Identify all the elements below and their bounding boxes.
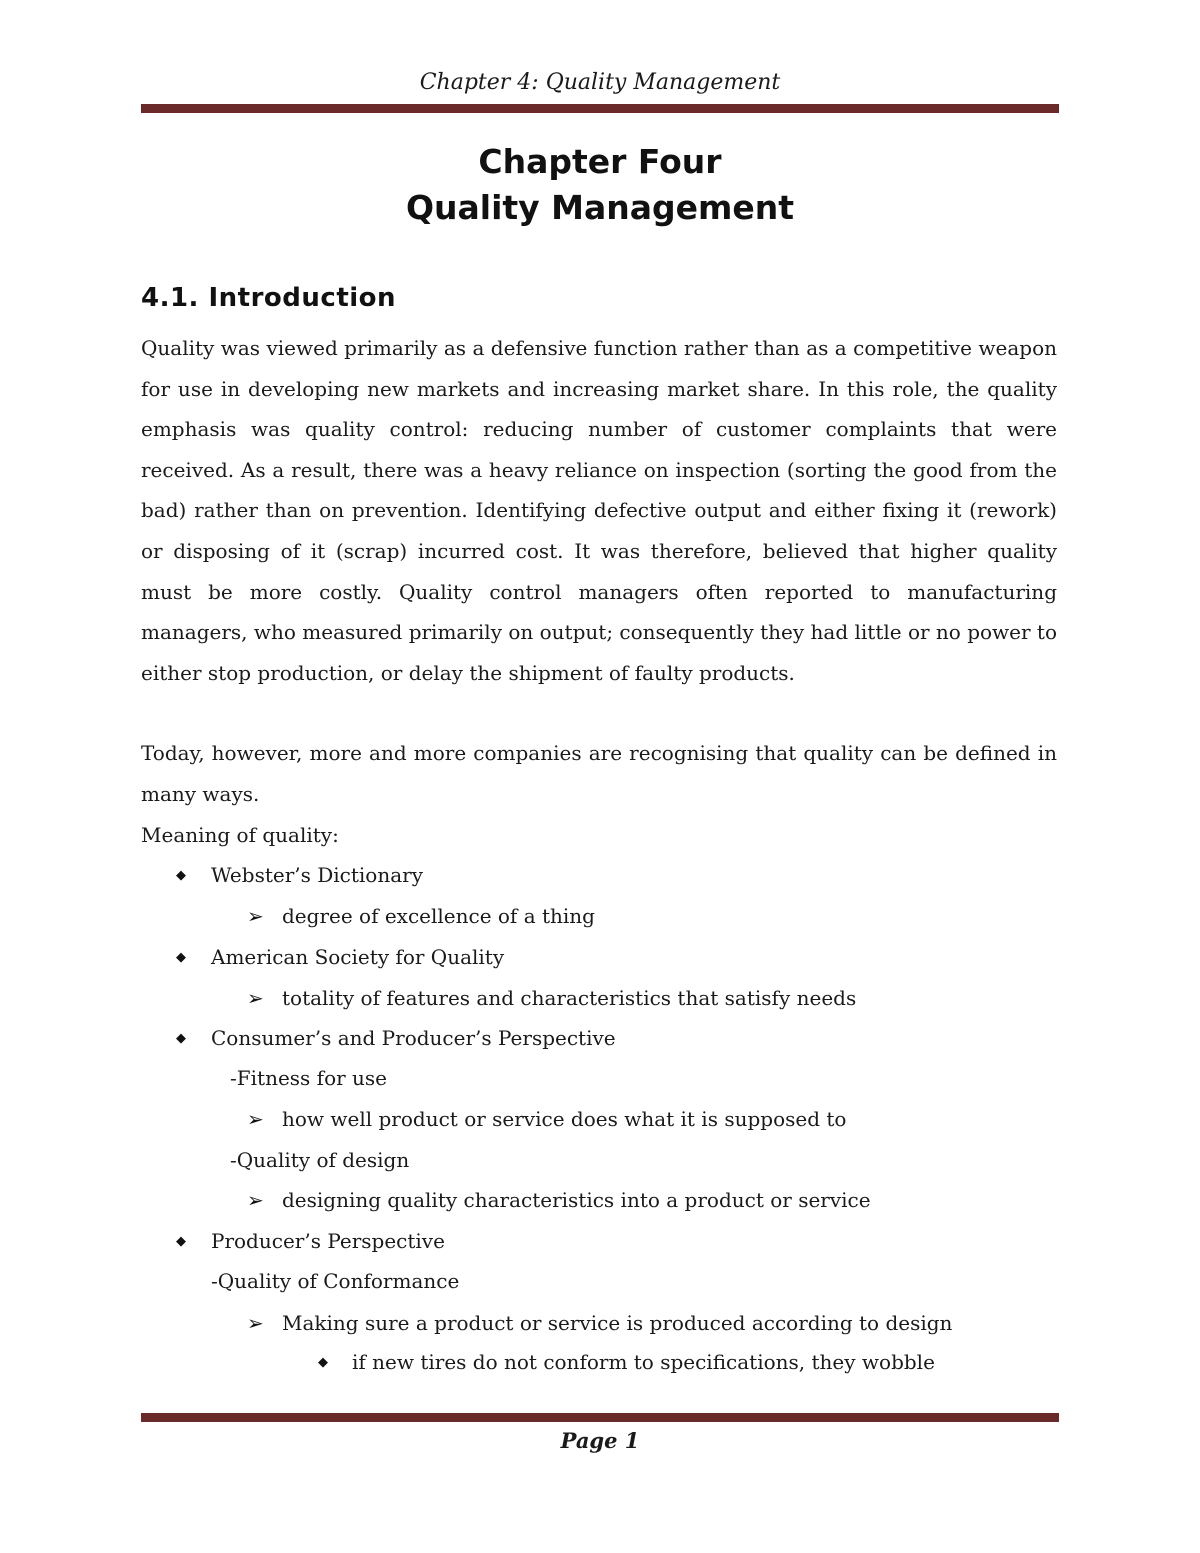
page-number: Page 1 (560, 1428, 640, 1453)
arrow-bullet-icon: ➢ (247, 1311, 264, 1335)
diamond-bullet-icon: ◆ (176, 868, 186, 883)
sub-item-fitness-def: how well product or service does what it is supposed to (282, 1107, 847, 1131)
sub-item-design-def: designing quality characteristics into a product or service (282, 1188, 871, 1212)
sub-item-websters-def: degree of excellence of a thing (282, 904, 595, 928)
arrow-bullet-icon: ➢ (247, 904, 264, 928)
list-item-consumer-producer: Consumer’s and Producer’s Perspective (211, 1026, 616, 1050)
sub-sub-item-tires: if new tires do not conform to specifications, they wobble (352, 1350, 935, 1374)
intro-paragraph: Quality was viewed primarily as a defensive function rather than as a competitive weapon for use in developing new markets and increasing market share. In this role, the quality emphasis was quality control: reducing number of customer complaints that were received. As a result, there was a heavy reliance on inspection (sorting the good from the bad) rather than on prevention. Identifying defective output and either fixing it (rework) or disposing of it (scrap) incurred cost. It was therefore, believed that higher quality must be more costly. Quality control managers often reported to manufacturing managers, who measured primarily on output; consequently they had little or no power to either stop production, or delay the shipment of faulty products. (141, 336, 1057, 685)
chapter-title (0, 139, 1200, 231)
sub-heading-fitness: -Fitness for use (230, 1066, 388, 1090)
diamond-bullet-icon: ◆ (176, 950, 186, 965)
running-header: Chapter 4: Quality Management (419, 70, 781, 95)
list-item-websters: Webster’s Dictionary (211, 863, 424, 887)
list-item-asq: American Society for Quality (211, 945, 505, 969)
arrow-bullet-icon: ➢ (247, 986, 264, 1010)
sub-heading-design: -Quality of design (230, 1148, 410, 1172)
sub-item-conformance-def: Making sure a product or service is produced according to design (282, 1311, 953, 1335)
list-item-producer: Producer’s Perspective (211, 1229, 445, 1253)
sub-item-asq-def: totality of features and characteristics that satisfy needs (282, 986, 857, 1010)
diamond-bullet-icon: ◆ (318, 1355, 328, 1370)
arrow-bullet-icon: ➢ (247, 1188, 264, 1212)
today-paragraph: Today, however, more and more companies are recognising that quality can be defined in many ways. (141, 741, 1057, 806)
chapter-title-line-1: Chapter Four (478, 142, 722, 181)
arrow-bullet-icon: ➢ (247, 1107, 264, 1131)
sub-heading-conformance: -Quality of Conformance (211, 1269, 460, 1293)
diamond-bullet-icon: ◆ (176, 1031, 186, 1046)
header-divider (141, 104, 1059, 113)
footer-divider (141, 1413, 1059, 1422)
meaning-label: Meaning of quality: (141, 823, 339, 847)
diamond-bullet-icon: ◆ (176, 1234, 186, 1249)
chapter-title-line-2: Quality Management (405, 188, 795, 227)
section-heading: 4.1. Introduction (141, 283, 397, 313)
